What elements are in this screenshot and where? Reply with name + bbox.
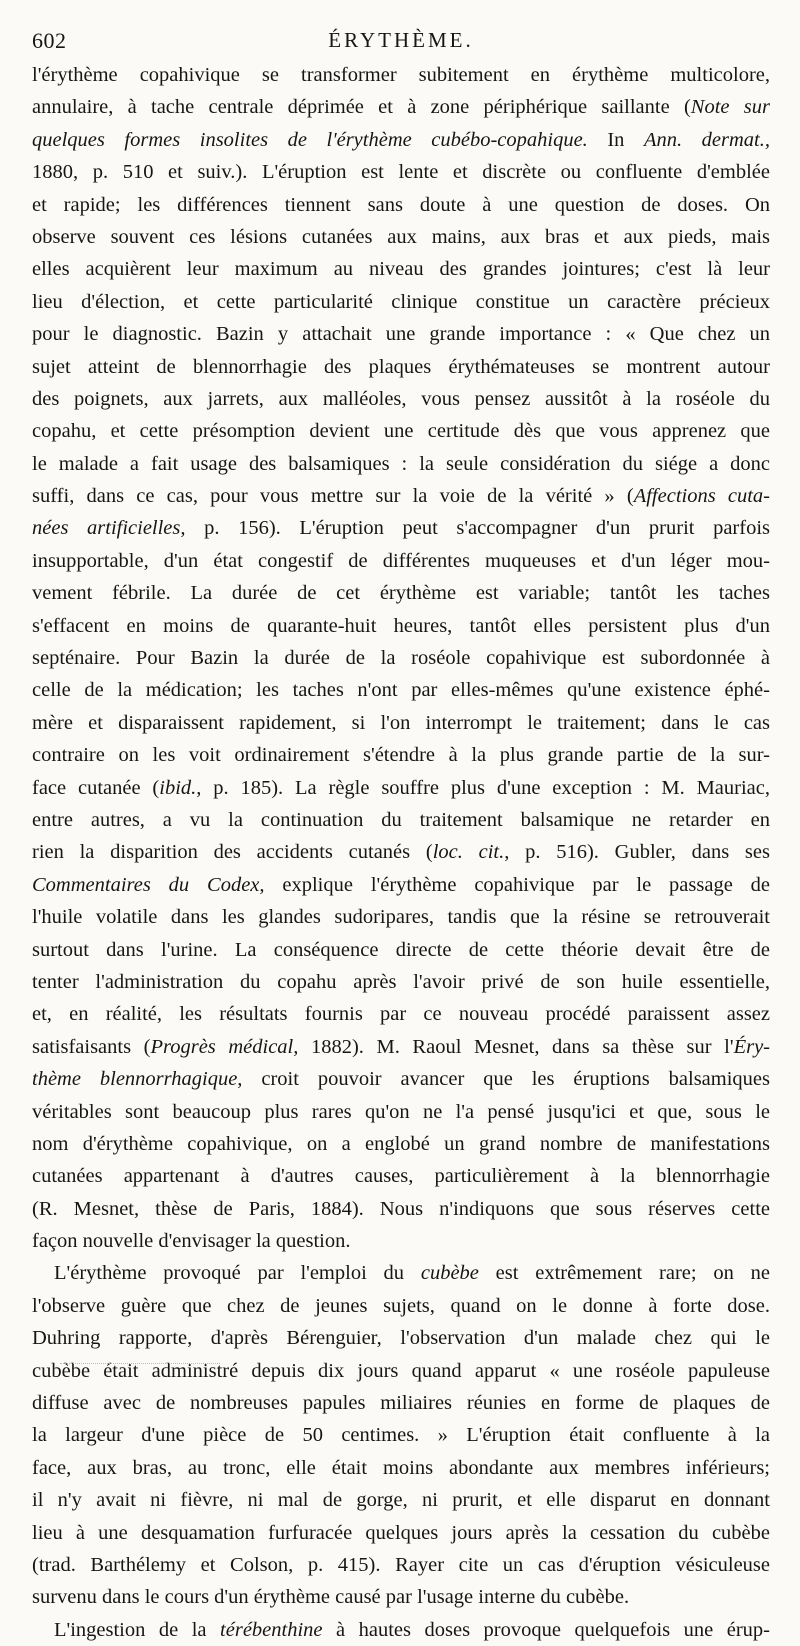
text-line <box>32 1452 770 1484</box>
text-line <box>32 934 770 966</box>
text-run: elles acquièrent leur maximum au niveau des grandes jointures; c'est là leur <box>32 258 770 281</box>
text-run: diffuse avec de nombreuses papules miliaires réunies en forme de plaques de <box>32 1392 770 1415</box>
text-run: vement fébrile. La durée de cet érythème est variable; tantôt les taches <box>32 582 770 605</box>
text-line <box>32 1387 770 1419</box>
text-run: Duhring rapporte, d'après Bérenguier, l'observation d'un malade chez qui le <box>32 1327 770 1350</box>
text-run: tenter l'administration du copahu après l'avoir privé de son huile essentielle, <box>32 970 770 993</box>
italic-text: cubèbe <box>420 1262 479 1285</box>
text-run: cubèbe était administré depuis dix jours quand apparut « une roséole papuleuse <box>32 1359 770 1382</box>
text-line <box>32 610 770 642</box>
text-line <box>32 1290 770 1322</box>
italic-text: nées artificielles, <box>32 517 186 540</box>
text-line <box>32 156 770 188</box>
text-line <box>32 1063 770 1095</box>
italic-text: Progrès médical, <box>150 1035 299 1058</box>
text-run: celle de la médication; les taches n'ont par elles-mêmes qu'une existence éphé- <box>32 679 770 702</box>
text-line <box>32 448 770 480</box>
text-run: à hautes doses provoque quelquefois une érup- <box>322 1618 770 1641</box>
text-run: p. 156). L'éruption peut s'accompagner d'un prurit parfois <box>185 517 770 540</box>
text-run: annulaire, à tache centrale déprimée et à zone périphérique saillante ( <box>32 96 691 119</box>
text-line <box>32 642 770 674</box>
italic-text: Commentaires du Codex, <box>32 873 265 896</box>
text-line <box>32 1031 770 1063</box>
italic-text: térébenthine <box>220 1618 323 1641</box>
text-line <box>32 577 770 609</box>
text-line <box>32 1517 770 1549</box>
text-run: cutanées appartenant à d'autres causes, particulièrement à la blennorrhagie <box>32 1165 770 1188</box>
text-run: survenu dans le cours d'un érythème causé par l'usage interne du cubèbe. <box>32 1586 630 1609</box>
text-line <box>32 512 770 544</box>
page-number: 602 <box>32 28 67 53</box>
text-line <box>32 966 770 998</box>
italic-text: quelques formes insolites de l'érythème cubébo-copahique. <box>32 128 588 151</box>
text-run: insupportable, d'un état congestif de différentes muqueuses et d'un léger mou- <box>32 549 770 572</box>
text-run: L'ingestion de la <box>54 1618 221 1641</box>
text-line <box>32 59 770 91</box>
text-run: satisfaisants ( <box>32 1035 151 1058</box>
text-run: , p. 516). Gubler, dans ses <box>504 841 770 864</box>
text-run: surtout dans l'urine. La conséquence directe de cette théorie devait être de <box>32 938 770 961</box>
text-run: face cutanée ( <box>32 776 160 799</box>
text-run: (R. Mesnet, thèse de Paris, 1884). Nous n'indiquons que sous réserves cette <box>32 1197 770 1220</box>
text-run: 1880, p. 510 et suiv.). L'éruption est lente et discrète ou confluente d'emblée <box>32 161 770 184</box>
text-line <box>32 674 770 706</box>
running-title: ÉRYTHÈME. <box>328 28 474 52</box>
text-run: contraire on les voit ordinairement s'étendre à la plus grande partie de la sur- <box>32 744 770 767</box>
italic-text: Affections cuta- <box>633 485 770 508</box>
text-run: le malade a fait usage des balsamiques : la seule considération du siége a donc <box>32 452 770 475</box>
text-run: , p. 185). La règle souffre plus d'une exception : M. Mauriac, <box>196 776 770 799</box>
text-line <box>32 286 770 318</box>
text-line <box>32 1160 770 1192</box>
text-run: explique l'érythème copahivique par le passage de <box>264 873 770 896</box>
text-run: septénaire. Pour Bazin la durée de la roséole copahivique est subordonnée à <box>32 647 770 670</box>
text-run: In <box>587 128 644 151</box>
text-line <box>32 415 770 447</box>
text-line <box>32 1419 770 1451</box>
text-line <box>32 189 770 221</box>
text-line <box>32 804 770 836</box>
text-run: et, en réalité, les résultats fournis par ce nouveau procédé paraissent assez <box>32 1003 770 1026</box>
text-line <box>32 1549 770 1581</box>
text-run: la largeur d'une pièce de 50 centimes. » L'éruption était confluente à la <box>32 1424 770 1447</box>
text-line <box>32 707 770 739</box>
text-line <box>32 1581 770 1613</box>
text-run: s'effacent en moins de quarante-huit heures, tantôt elles persistent plus d'un <box>32 614 770 637</box>
text-line <box>32 318 770 350</box>
text-line <box>32 1355 770 1387</box>
text-run: l'observe guère que chez de jeunes sujets, quand on le donne à forte dose. <box>32 1294 770 1317</box>
text-line <box>32 124 770 156</box>
text-line <box>32 1225 770 1257</box>
text-run: L'érythème provoqué par l'emploi du <box>54 1262 421 1285</box>
text-run: est extrêmement rare; on ne <box>478 1262 770 1285</box>
text-run: 1882). M. Raoul Mesnet, dans sa thèse sur l' <box>298 1035 734 1058</box>
italic-text: thème blennorrhagique, <box>32 1068 243 1091</box>
text-run: il n'y avait ni fièvre, ni mal de gorge, ni prurit, et elle disparut en donnant <box>32 1489 770 1512</box>
running-head <box>32 28 770 56</box>
text-run: face, aux bras, au tronc, elle était moins abondante aux membres inférieurs; <box>32 1456 770 1479</box>
text-line <box>32 91 770 123</box>
text-line <box>32 869 770 901</box>
text-run: mère et disparaissent rapidement, si l'on interrompt le traitement; dans le cas <box>32 711 770 734</box>
text-run: rien la disparition des accidents cutanés ( <box>32 841 433 864</box>
footer-rule <box>60 1363 220 1364</box>
text-line <box>32 772 770 804</box>
text-line <box>32 545 770 577</box>
body-text <box>32 59 770 1646</box>
text-line <box>32 836 770 868</box>
italic-text: Éry- <box>733 1035 771 1058</box>
text-line <box>32 253 770 285</box>
text-line <box>32 739 770 771</box>
text-run: lieu à une desquamation furfuracée quelques jours après la cessation du cubèbe <box>32 1521 770 1544</box>
text-line <box>32 1484 770 1516</box>
text-line <box>32 351 770 383</box>
text-run: pour le diagnostic. Bazin y attachait une grande importance : « Que chez un <box>32 323 770 346</box>
text-run: sujet atteint de blennorrhagie des plaques érythémateuses se montrent autour <box>32 355 770 378</box>
text-run: copahu, et cette présomption devient une certitude dès que vous apprenez que <box>32 420 770 443</box>
text-run: (trad. Barthélemy et Colson, p. 415). Rayer cite un cas d'éruption vésiculeuse <box>32 1553 770 1576</box>
text-run: suffi, dans ce cas, pour vous mettre sur la voie de la vérité » ( <box>32 485 634 508</box>
italic-text: loc. cit. <box>432 841 505 864</box>
text-line <box>32 383 770 415</box>
text-line <box>32 1128 770 1160</box>
text-run: des poignets, aux jarrets, aux malléoles, vous pensez aussitôt à la roséole du <box>32 387 770 410</box>
text-run: croit pouvoir avancer que les éruptions balsamiques <box>242 1068 770 1091</box>
text-line <box>32 998 770 1030</box>
text-run: et rapide; les différences tiennent sans doute à une question de doses. On <box>32 193 770 216</box>
text-line <box>32 1096 770 1128</box>
text-run: l'huile volatile dans les glandes sudoripares, tandis que la résine se retrouverait <box>32 906 770 929</box>
text-line <box>32 1257 770 1289</box>
text-run: entre autres, a vu la continuation du traitement balsamique ne retarder en <box>32 808 770 831</box>
italic-text: Note sur <box>690 96 770 119</box>
text-run: l'érythème copahivique se transformer subitement en érythème multicolore, <box>32 64 770 86</box>
text-line <box>32 1614 770 1646</box>
text-line <box>32 901 770 933</box>
text-line <box>32 1322 770 1354</box>
text-run: lieu d'élection, et cette particularité clinique constitue un caractère précieux <box>32 290 770 313</box>
italic-text: ibid. <box>159 776 197 799</box>
text-line <box>32 1193 770 1225</box>
text-line <box>32 480 770 512</box>
italic-text: Ann. dermat., <box>643 128 770 151</box>
text-run: véritables sont beaucoup plus rares qu'on ne l'a pensé jusqu'ici et que, sous le <box>32 1100 770 1123</box>
text-run: nom d'érythème copahivique, on a englobé un grand nombre de manifestations <box>32 1132 770 1155</box>
text-line <box>32 221 770 253</box>
text-run: observe souvent ces lésions cutanées aux mains, aux bras et aux pieds, mais <box>32 225 770 248</box>
text-run: façon nouvelle d'envisager la question. <box>32 1230 351 1253</box>
